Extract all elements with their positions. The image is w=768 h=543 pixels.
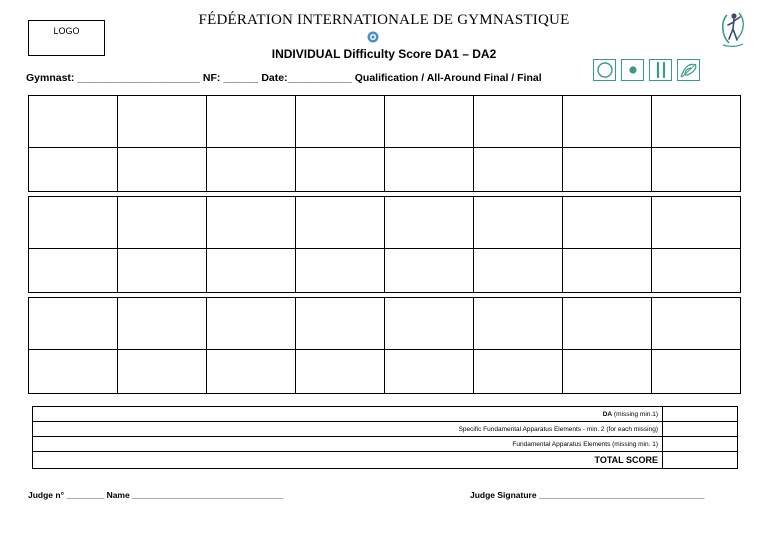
grid-cell[interactable] [207,197,296,249]
competition-stage: Qualification / All-Around Final / Final [354,72,542,84]
footer-signature [470,490,704,500]
score-row-specific-elements [33,422,738,437]
grid-cell[interactable] [207,249,296,293]
grid-cell[interactable] [385,96,474,148]
grid-cell[interactable] [652,249,741,293]
grid-cell[interactable] [118,249,207,293]
score-summary-table [32,406,738,469]
grid-cell[interactable] [29,249,118,293]
name-field[interactable]: ________________________________ [132,490,284,500]
gymnast-field[interactable]: _____________________ [77,72,200,84]
signature-field[interactable]: ___________________________________ [538,490,705,500]
hoop-icon [593,59,616,81]
nf-label: NF: [202,72,221,84]
grid-cell[interactable] [563,350,652,394]
grid-cell[interactable] [29,350,118,394]
apparatus-icons [593,59,700,82]
grid-cell[interactable] [652,298,741,350]
judge-no-field[interactable]: ________ [66,490,105,500]
nf-field[interactable]: ______ [223,72,259,84]
score-value-da[interactable] [663,407,738,422]
total-score-label: TOTAL SCORE [33,452,663,469]
score-label-da [33,407,663,422]
federation-title: FÉDÉRATION INTERNATIONALE DE GYMNASTIQUE [198,12,570,28]
grid-cell[interactable] [474,197,563,249]
info-line [26,72,542,84]
logo-text: LOGO [53,26,80,36]
score-row-da [33,407,738,422]
rhythmic-gymnast-icon [717,9,749,49]
grid-cell[interactable] [474,298,563,350]
grid-cell[interactable] [296,148,385,192]
grid-cell[interactable] [474,249,563,293]
gymnast-label: Gymnast: [26,72,75,84]
difficulty-grid-block-2 [28,196,741,293]
grid-cell[interactable] [652,197,741,249]
difficulty-grid-block-1 [28,95,741,192]
grid-cell[interactable] [296,197,385,249]
grid-cell[interactable] [652,96,741,148]
grid-cell[interactable] [474,148,563,192]
grid-cell[interactable] [563,249,652,293]
grid-cell[interactable] [563,148,652,192]
grid-cell[interactable] [296,350,385,394]
grid-cell[interactable] [563,96,652,148]
grid-cell[interactable] [563,197,652,249]
signature-label: Judge Signature [470,490,537,500]
total-score-value[interactable] [663,452,738,469]
score-label-fundamental-elements: Fundamental Apparatus Elements (missing min. 1) [33,437,663,452]
fig-emblem-icon [367,31,379,43]
grid-cell[interactable] [385,197,474,249]
score-row-fundamental-elements [33,437,738,452]
grid-cell[interactable] [474,350,563,394]
grid-cell[interactable] [474,96,563,148]
grid-cell[interactable] [652,148,741,192]
score-row-total [33,452,738,469]
logo-placeholder [28,20,105,56]
document-title: INDIVIDUAL Difficulty Score DA1 – DA2 [271,47,497,61]
ribbon-icon [677,59,700,81]
grid-cell[interactable] [207,350,296,394]
difficulty-grid-block-3 [28,297,741,394]
clubs-icon [649,59,672,81]
date-field[interactable]: ___________ [287,72,352,84]
grid-cell[interactable] [296,298,385,350]
score-value-specific-elements[interactable] [663,422,738,437]
grid-cell[interactable] [385,298,474,350]
name-label: Name [106,490,130,500]
grid-cell[interactable] [385,148,474,192]
grid-cell[interactable] [207,148,296,192]
grid-cell[interactable] [385,350,474,394]
grid-cell[interactable] [207,298,296,350]
grid-cell[interactable] [29,197,118,249]
grid-cell[interactable] [29,96,118,148]
footer-judge [28,490,283,500]
grid-cell[interactable] [118,298,207,350]
grid-cell[interactable] [296,96,385,148]
grid-cell[interactable] [29,148,118,192]
score-value-fundamental-elements[interactable] [663,437,738,452]
ball-icon [621,59,644,81]
grid-cell[interactable] [118,148,207,192]
grid-cell[interactable] [118,197,207,249]
grid-cell[interactable] [652,350,741,394]
score-label-da-bold: DA [602,410,613,418]
grid-cell[interactable] [296,249,385,293]
score-label-da-rest: (missing min.1) [612,410,658,418]
grid-cell[interactable] [118,96,207,148]
judge-no-label: Judge n° [28,490,64,500]
grid-cell[interactable] [563,298,652,350]
grid-cell[interactable] [118,350,207,394]
score-label-specific-elements: Specific Fundamental Apparatus Elements - min. 2 (for each missing) [33,422,663,437]
date-label: Date: [261,72,288,84]
grid-cell[interactable] [29,298,118,350]
grid-cell[interactable] [207,96,296,148]
grid-cell[interactable] [385,249,474,293]
